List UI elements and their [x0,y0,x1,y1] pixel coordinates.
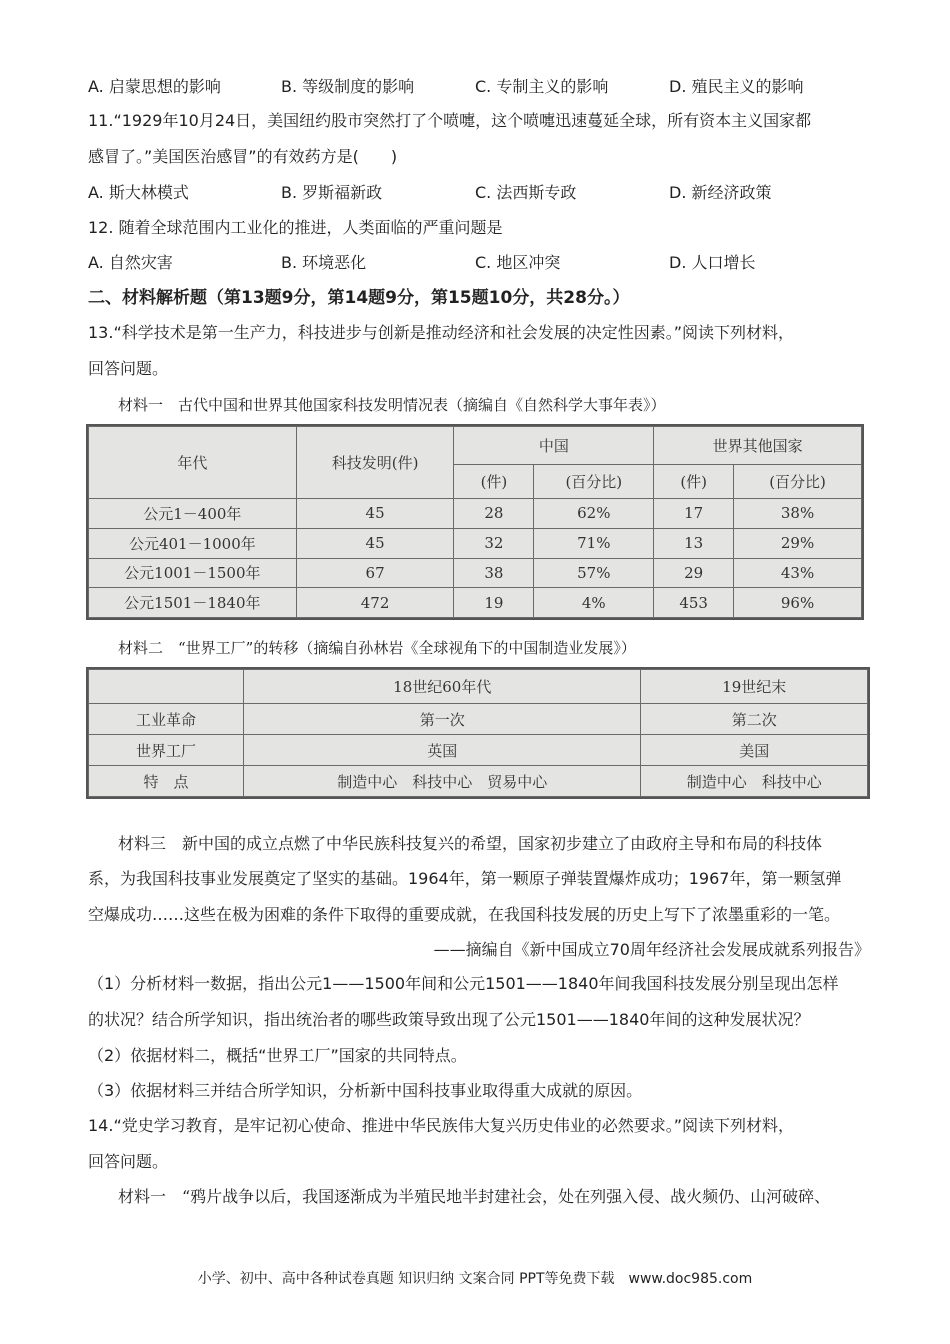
material3-source: ——摘编自《新中国成立70周年经济社会发展成就系列报告》 [433,940,870,959]
material2-caption: 材料二 “世界工厂”的转移（摘编自孙林岩《全球视角下的中国制造业发展》） [118,639,636,657]
cell-world-percent: 38% [734,499,862,529]
row-label: 世界工厂 [89,735,244,766]
cell-total: 67 [296,558,454,588]
q13-sub3: （3）依据材料三并结合所学知识，分析新中国科技事业取得重大成就的原因。 [88,1081,643,1100]
cell-total: 472 [296,588,454,618]
q11-option-d: D. 新经济政策 [669,183,772,202]
cell-china-count: 19 [454,588,534,618]
q10-option-a: A. 启蒙思想的影响 [88,77,221,96]
header-world-percent: (百分比) [734,465,862,499]
cell-china-count: 38 [454,558,534,588]
q11-option-b: B. 罗斯福新政 [281,183,383,202]
section2-title: 二、材料解析题（第13题9分，第14题9分，第15题10分，共28分。） [88,288,630,308]
table-row [89,704,868,735]
cell-total: 45 [296,499,454,529]
cell-value: 第二次 [641,704,868,735]
cell-total: 45 [296,528,454,558]
header-world-count: (件) [654,465,734,499]
material3-line3: 空爆成功……这些在极为困难的条件下取得的重要成就，在我国科技发展的历史上写下了浓墨重彩的一笔。 [88,905,841,924]
material1-table [86,424,864,620]
q14-material1: 材料一 “鸦片战争以后，我国逐渐成为半殖民地半封建社会，处在列强入侵、战火频仍、山河破碎、 [118,1187,831,1206]
table-row [89,766,868,797]
header-china-count: (件) [454,465,534,499]
cell-china-percent: 57% [534,558,654,588]
cell-era: 公元1001－1500年 [89,558,297,588]
header-other-countries: 世界其他国家 [654,427,862,465]
cell-value: 美国 [641,735,868,766]
q10-option-b: B. 等级制度的影响 [281,77,415,96]
cell-world-percent: 96% [734,588,862,618]
cell-china-count: 32 [454,528,534,558]
cell-china-percent: 62% [534,499,654,529]
header-era: 年代 [89,427,297,499]
table-row [89,735,868,766]
q13-sub1-line2: 的状况？结合所学知识，指出统治者的哪些政策导致出现了公元1501——1840年间的这种发展状况？ [88,1010,810,1029]
header-18th-century: 18世纪60年代 [244,670,641,704]
q12-option-a: A. 自然灾害 [88,253,173,272]
cell-value: 制造中心 科技中心 [641,766,868,797]
q12-option-c: C. 地区冲突 [475,253,561,272]
q10-option-d: D. 殖民主义的影响 [669,77,804,96]
header-total-inventions: 科技发明(件) [296,427,454,499]
q13-sub1-line1: （1）分析材料一数据，指出公元1——1500年间和公元1501——1840年间我国科技发展分别呈现出怎样 [88,974,839,993]
q13-stem-line2: 回答问题。 [88,359,169,378]
material1-caption: 材料一 古代中国和世界其他国家科技发明情况表（摘编自《自然科学大事年表》） [118,396,666,414]
q14-stem-line1: 14.“党史学习教育，是牢记初心使命、推进中华民族伟大复兴历史伟业的必然要求。”阅读下列材料， [88,1116,795,1135]
q11-stem-line1: 11.“1929年10月24日，美国纽约股市突然打了个喷嚏，这个喷嚏迅速蔓延全球，所有资本主义国家都 [88,111,812,130]
cell-world-count: 13 [654,528,734,558]
material2-table [86,667,870,799]
header-china: 中国 [454,427,654,465]
table-row [89,528,862,558]
cell-value: 英国 [244,735,641,766]
cell-era: 公元401－1000年 [89,528,297,558]
cell-china-percent: 71% [534,528,654,558]
header-china-percent: (百分比) [534,465,654,499]
cell-china-percent: 4% [534,588,654,618]
cell-world-percent: 43% [734,558,862,588]
cell-world-percent: 29% [734,528,862,558]
cell-era: 公元1－400年 [89,499,297,529]
q12-stem: 12. 随着全球范围内工业化的推进，人类面临的严重问题是 [88,218,503,237]
q10-option-c: C. 专制主义的影响 [475,77,609,96]
q13-sub2: （2）依据材料二，概括“世界工厂”国家的共同特点。 [88,1046,467,1065]
table-row [89,588,862,618]
cell-world-count: 453 [654,588,734,618]
q11-option-a: A. 斯大林模式 [88,183,189,202]
cell-value: 第一次 [244,704,641,735]
table-row [89,499,862,529]
q11-option-c: C. 法西斯专政 [475,183,577,202]
cell-china-count: 28 [454,499,534,529]
cell-era: 公元1501－1840年 [89,588,297,618]
q13-stem-line1: 13.“科学技术是第一生产力，科技进步与创新是推动经济和社会发展的决定性因素。”阅读下列材料， [88,323,795,342]
material3-line1: 材料三 新中国的成立点燃了中华民族科技复兴的希望，国家初步建立了由政府主导和布局的科技体 [118,834,823,853]
row-label: 工业革命 [89,704,244,735]
material3-line2: 系，为我国科技事业发展奠定了坚实的基础。1964年，第一颗原子弹装置爆炸成功；1967年，第一颗氢弹 [88,869,842,888]
q11-stem-line2: 感冒了。”美国医治感冒”的有效药方是( ) [88,147,398,166]
cell-world-count: 29 [654,558,734,588]
row-label: 特 点 [89,766,244,797]
cell-world-count: 17 [654,499,734,529]
page-footer: 小学、初中、高中各种试卷真题 知识归纳 文案合同 PPT等免费下载 www.doc985.com [197,1271,753,1287]
header-19th-century: 19世纪末 [641,670,868,704]
blank-cell [89,670,244,704]
q12-option-d: D. 人口增长 [669,253,756,272]
table-row [89,558,862,588]
q14-stem-line2: 回答问题。 [88,1152,169,1171]
cell-value: 制造中心 科技中心 贸易中心 [244,766,641,797]
q12-option-b: B. 环境恶化 [281,253,367,272]
